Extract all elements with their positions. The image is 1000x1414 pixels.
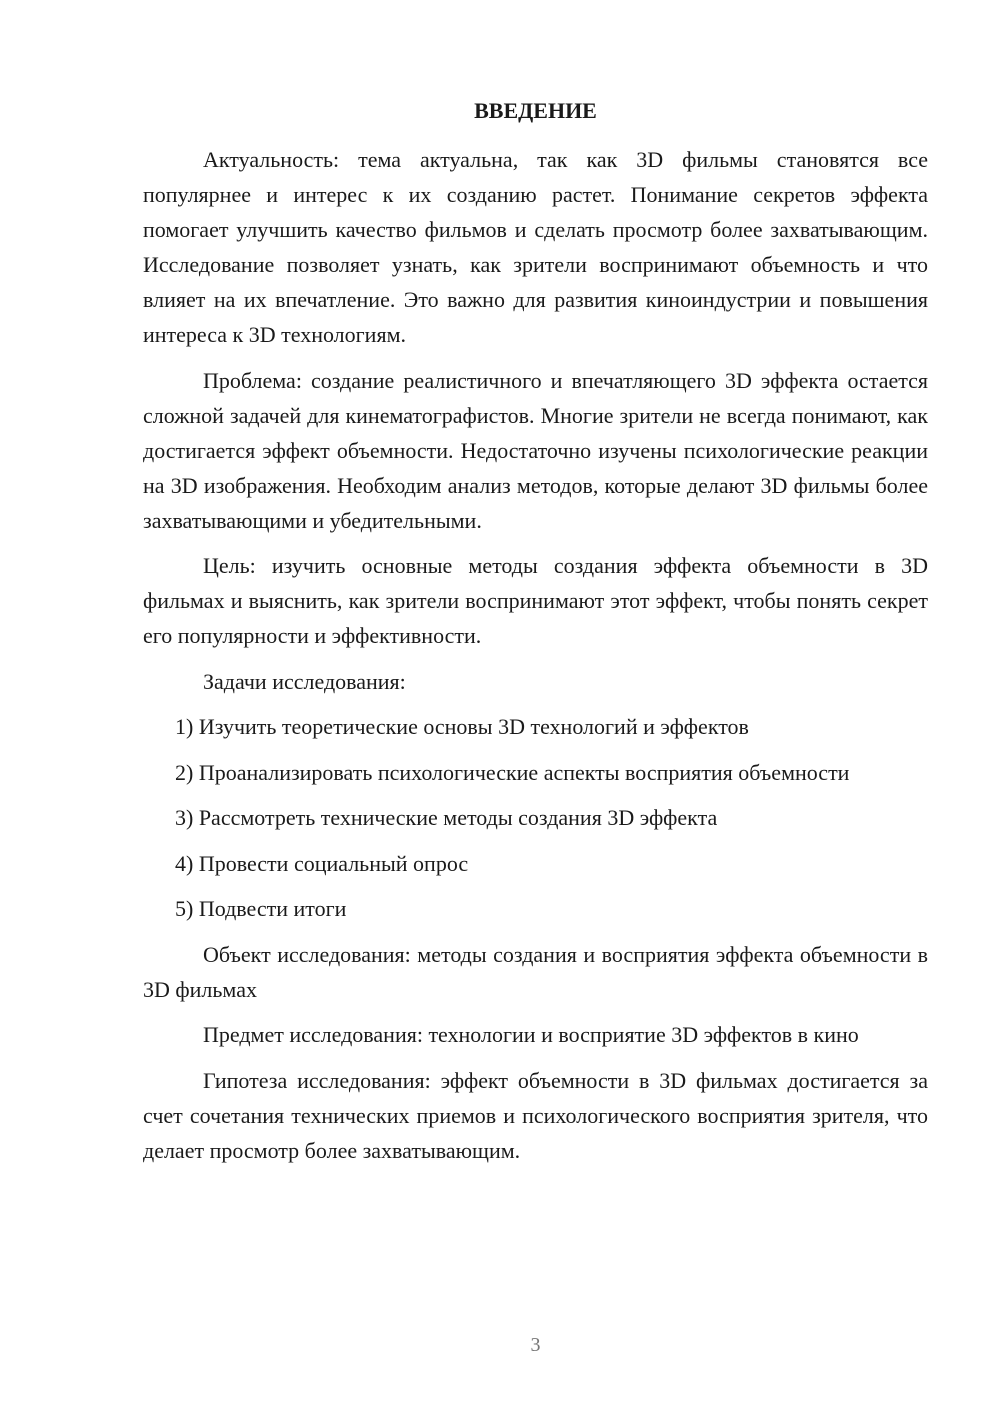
paragraph-goal: Цель: изучить основные методы создания эффекта объемности в 3D фильмах и выяснить, как зрители воспринимают этот эффект, чтобы понять секрет его популярности и эффективности. [143, 553, 928, 648]
paragraph-tasks-heading: Задачи исследования: [203, 668, 406, 694]
task-item-2: 2) Проанализировать психологические аспекты восприятия объемности [175, 759, 850, 785]
page-number: 3 [530, 1334, 541, 1356]
paragraph-problem: Проблема: создание реалистичного и впечатляющего 3D эффекта остается сложной задачей для кинематографистов. Многие зрители не всегда понимают, как достигается эффект объемности. Недостаточно изучены психологические реакции на 3D изображения. Необходим анализ методов, которые делают 3D фильмы более захватывающими и убедительными. [143, 367, 928, 533]
task-item-1: 1) Изучить теоретические основы 3D технологий и эффектов [175, 714, 749, 739]
paragraph-hypothesis: Гипотеза исследования: эффект объемности в 3D фильмах достигается за счет сочетания технических приемов и психологического восприятия зрителя, что делает просмотр более захватывающим. [143, 1067, 928, 1163]
paragraph-relevance: Актуальность: тема актуальна, так как 3D фильмы становятся все популярнее и интерес к их созданию растет. Понимание секретов эффекта помогает улучшить качество фильмов и сделать просмотр более захватывающим. Исследование позволяет узнать, как зрители воспринимают объемность и что влияет на их впечатление. Это важно для развития киноиндустрии и повышения интереса к 3D технологиям. [143, 147, 928, 347]
task-item-5: 5) Подвести итоги [175, 896, 347, 921]
page-title: ВВЕДЕНИЕ [474, 98, 597, 123]
paragraph-object: Объект исследования: методы создания и восприятия эффекта объемности в 3D фильмах [143, 941, 928, 1002]
paragraph-subject: Предмет исследования: технологии и восприятие 3D эффектов в кино [203, 1022, 859, 1047]
task-item-4: 4) Провести социальный опрос [175, 850, 469, 876]
task-item-3: 3) Рассмотреть технические методы создания 3D эффекта [175, 805, 718, 830]
document-body [143, 142, 928, 1168]
document-page [143, 0, 928, 1414]
